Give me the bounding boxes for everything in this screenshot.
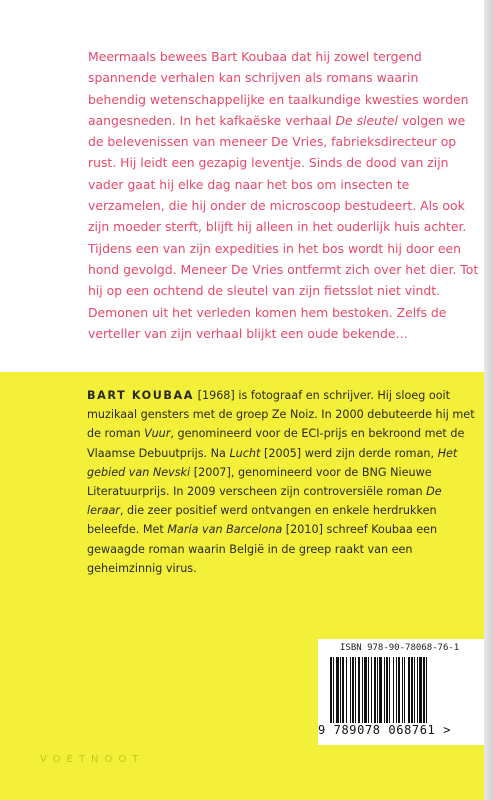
bio-book-nevski: Het gebied van Nevski <box>87 446 458 479</box>
bio-book-lucht: Lucht <box>229 446 261 460</box>
author-name: BART KOUBAA <box>87 389 195 402</box>
bio-book-vuur: Vuur <box>144 427 171 441</box>
author-bio <box>87 386 479 578</box>
blurb-text <box>88 46 480 344</box>
bio-part-1: [1968] is fotograaf en schrijver. Hij sloeg ooit muzikaal gensters met de groep Ze Noiz. In 2000 debuteerde hij met de roman <box>87 389 475 441</box>
bio-book-maria: Maria van Barcelona <box>167 523 283 537</box>
publisher-logo: VOETNOOT <box>40 754 145 765</box>
barcode-digits: 9 789078 068761 > <box>318 723 452 737</box>
page-edge <box>484 0 493 800</box>
barcode <box>318 639 484 745</box>
blurb-part-2: volgen we de belevenissen van meneer De Vries, fabrieksdirecteur op rust. Hij leidt een gezapig leventje. Sinds de dood van zijn vader gaat hij elke dag naar het bos om insecten te verzamelen, die hij onder de microscoop bestudeert. Als ook zijn moeder sterft, blijft hij alleen in het ouderlijk huis achter. Tijdens een van zijn expedities in het bos wordt hij door een hond gevolgd. Meneer De Vries ontfermt zich over het dier. Tot hij op een ochtend de sleutel van zijn fietsslot niet vindt. Demonen uit het verleden komen hem bestoken. Zelfs de verteller van zijn verhaal blijkt een oude bekende… <box>88 112 479 341</box>
bio-part-4: [2007], genomineerd voor de BNG Nieuwe Literatuurprijs. In 2009 verscheen zijn controversiële roman <box>87 465 432 499</box>
bio-part-5: , die zeer positief werd ontvangen en enkele herdrukken beleefde. Met <box>87 504 437 537</box>
blurb-part-1: Meermaals bewees Bart Koubaa dat hij zowel tergend spannende verhalen kan schrijven als romans waarin behendig wetenschappelijke en taalkundige kwesties worden aangesneden. In het kafkaëske verhaal <box>88 49 469 128</box>
bio-part-3: [2005] werd zijn derde roman, <box>260 446 438 460</box>
bio-part-6: [2010] schreef Koubaa een gewaagde roman waarin België in de greep raakt van een geheimzinnig virus. <box>87 523 438 575</box>
bio-book-leraar: De leraar <box>87 485 442 518</box>
bio-part-2: , genomineerd voor de ECI-prijs en bekroond met de Vlaamse Debuutprijs. Na <box>87 427 465 460</box>
isbn-label: ISBN 978-90-78068-76-1 <box>340 643 460 653</box>
blurb-book-title: De sleutel <box>335 112 398 128</box>
barcode-bars <box>328 657 478 723</box>
